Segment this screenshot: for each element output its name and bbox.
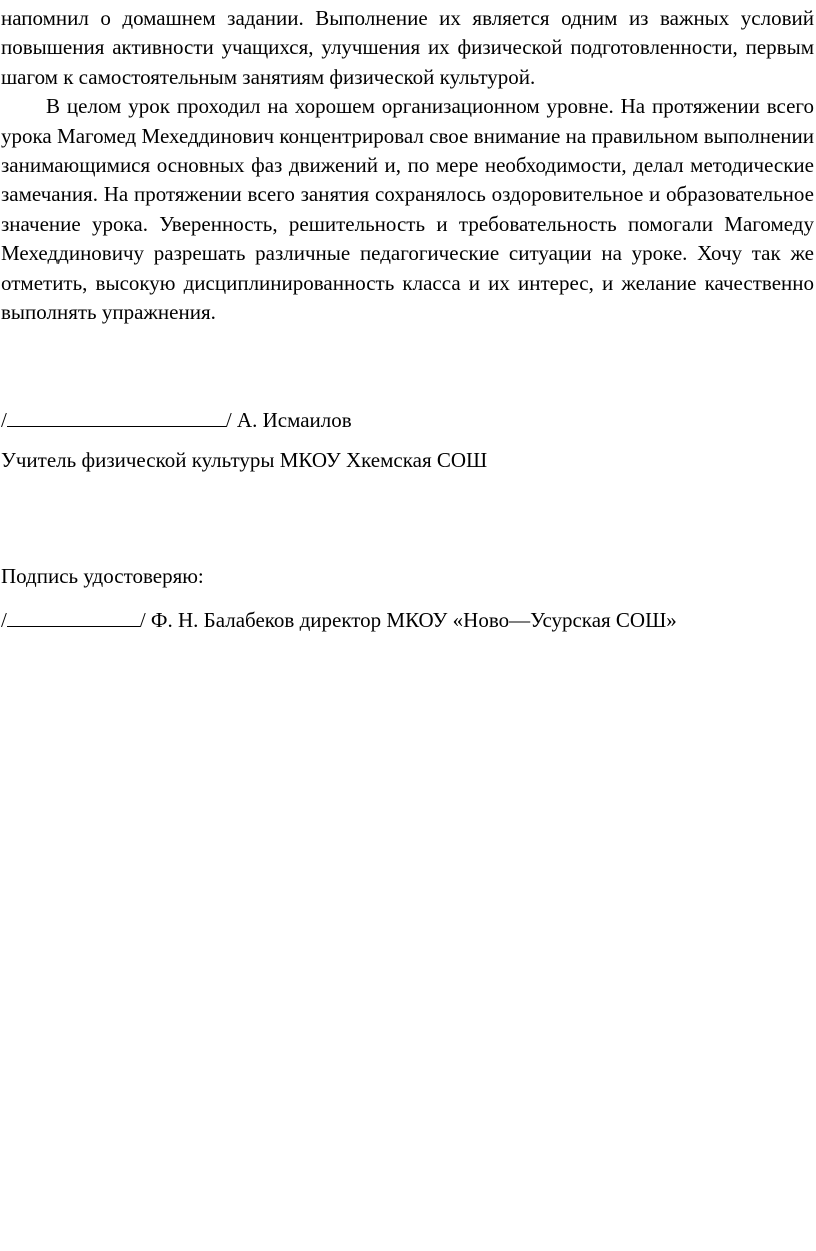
paragraph-lesson-review: В целом урок проходил на хорошем организационном уровне. На протяжении всего урока Магомед Мехеддинович концентрировал свое внимание на правильном выполнении занимающимися основных фаз движений и, по мере необходимости, делал методические замечания. На протяжении всего занятия сохранялось оздоровительное и образовательное значение урока. Уверенность, решительность и требовательность помогали Магомеду Мехеддиновичу разрешать различные педагогические ситуации на уроке. Хочу так же отметить, высокую дисциплинированность класса и их интерес, и желание качественно выполнять упражнения. <box>1 94 814 325</box>
paragraph-homework: напомнил о домашнем задании. Выполнение их является одним из важных условий повышения активности учащихся, улучшения их физической подготовленности, первым шагом к самостоятельным занятиям физической культурой. <box>1 6 814 89</box>
teacher-title: Учитель физической культуры МКОУ Хкемская СОШ <box>1 448 488 472</box>
signature-blank <box>7 408 226 427</box>
director-signature-line <box>1 606 677 635</box>
certification-label: Подпись удостоверяю: <box>1 564 204 588</box>
signature-slash: / <box>1 408 7 432</box>
teacher-signature-line <box>1 406 352 435</box>
signature-blank <box>7 608 140 627</box>
teacher-name: / А. Исмаилов <box>225 408 352 432</box>
director-name: / Ф. Н. Балабеков директор МКОУ «Ново—Усурская СОШ» <box>139 608 677 632</box>
signature-slash: / <box>1 608 7 632</box>
body-text <box>1 4 814 327</box>
